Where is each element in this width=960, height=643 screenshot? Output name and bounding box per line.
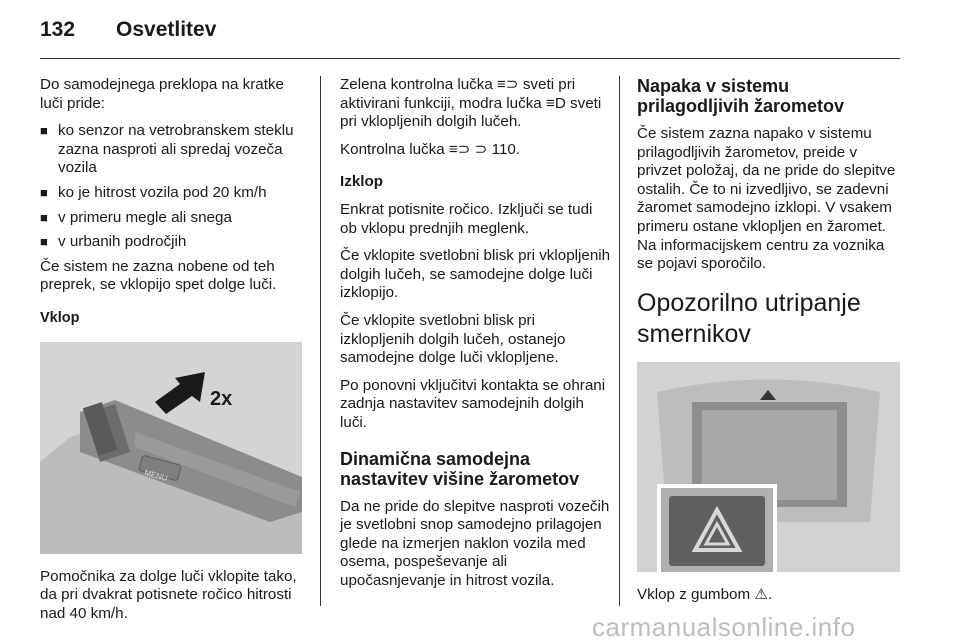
watermark: carmanualsonline.info [592, 612, 856, 642]
bullet-item: ■ ko senzor na vetrobranskem steklu zazna nasproti ali spredaj vozeča vozila [40, 122, 310, 178]
hazard-console-icon [637, 362, 900, 572]
bullet-item: ■ ko je hitrost vozila pod 20 km/h [40, 184, 310, 203]
lever-stalk-icon [40, 342, 302, 554]
paragraph: Enkrat potisnite ročico. Izključi se tudi ob vklopu prednjih meglenk. [340, 200, 593, 237]
section-heading-izklop: Izklop [340, 173, 384, 191]
paragraph: Kontrolna lučka ≡⊃ ⊃ 110. [340, 140, 521, 158]
stalk-illustration [40, 342, 302, 554]
bullet-item: ■ v urbanih področjih [40, 233, 310, 252]
paragraph: Če sistem zazna napako v sistemu prilagodljivih žarometov, preide v privzet položaj, da ne pride do slepitve ostalih. Če to ni izvedljivo, se zadevni žaromet samodejno izklopi. V vsakem primeru ostane vklopljen en žaromet. Na informacijskem centru za voznika se pojavi sporočilo. [637, 125, 896, 273]
figure-label-2x: 2x [210, 387, 233, 410]
column-1 [40, 76, 310, 632]
figure-caption: Vklop z gumbom ⚠. [637, 585, 773, 603]
column-3 [637, 76, 903, 613]
column-2 [340, 76, 612, 599]
header-rule [40, 58, 900, 59]
paragraph: Če vklopite svetlobni blisk pri izklopljenih dolgih lučeh, ostanejo samodejne dolge luči vklopljene. [340, 311, 566, 367]
section-heading-dynamic: Dinamična samodejna nastavitev višine žarometov [340, 448, 580, 489]
paragraph: Zelena kontrolna lučka ≡⊃ sveti pri aktivirani funkciji, modra lučka ≡D sveti pri vklopljenih dolgih lučeh. [340, 76, 602, 131]
paragraph: Če vklopite svetlobni blisk pri vklopljenih dolgih lučeh, se samodejne dolge luči izklopijo. [340, 247, 611, 302]
section-heading-fault: Napaka v sistemu prilagodljivih žarometov [637, 76, 845, 116]
page-title: Osvetlitev [116, 18, 217, 41]
paragraph: Če sistem ne zazna nobene od teh preprek, se vklopijo spet dolge luči. [40, 257, 277, 294]
paragraph: Da ne pride do slepitve nasproti vozečih je svetlobni snop samodejno prilagojen glede na izmerjen naklon vozila med osema, pospeševanje ali upočasnjevanje in hitrost vozila. [340, 497, 610, 589]
page-number: 132 [40, 18, 76, 41]
column-divider-1 [320, 76, 321, 606]
intro-text: Do samodejnega preklopa na kratke luči pride: [40, 76, 284, 112]
figure-caption: Pomočnika za dolge luči vklopite tako, da pri dvakrat potisnete ročico hitrosti nad 40 km/h. [40, 567, 297, 622]
paragraph: Po ponovni vključitvi kontakta se ohrani zadnja nastavitev samodejnih dolgih luči. [340, 376, 606, 431]
hazard-button-illustration [637, 362, 900, 572]
column-divider-2 [619, 76, 620, 606]
figure-button-label: MENU [143, 467, 169, 483]
section-heading-vklop: Vklop [40, 309, 80, 326]
section-heading-hazard: Opozorilno utripanje smernikov [637, 288, 861, 348]
bullet-item: ■ v primeru megle ali snega [40, 209, 310, 228]
page-header [40, 18, 216, 42]
